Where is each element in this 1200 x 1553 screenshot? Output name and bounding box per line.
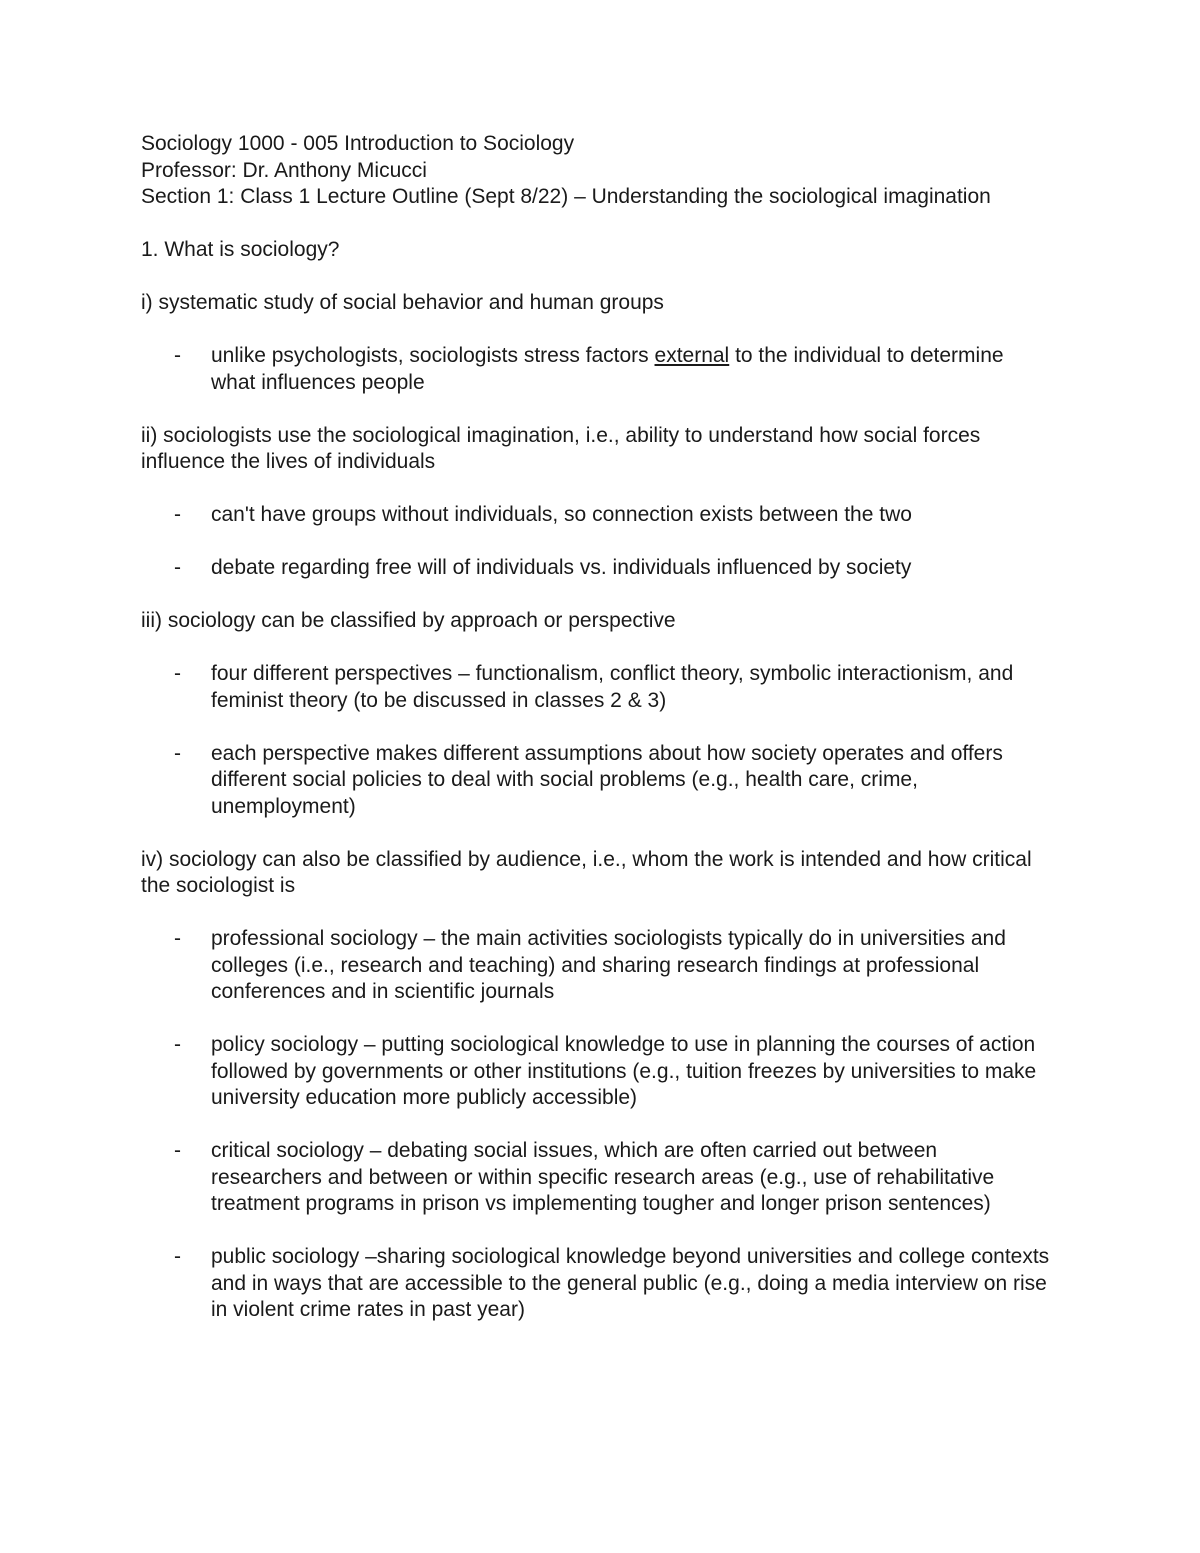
bullet-text: policy sociology – putting sociological knowledge to use in planning the courses of action followed by governments or other institutions (e.g., tuition freezes by universities to make university education more publicly accessible) (211, 1033, 1037, 1109)
bullet-dash: - (174, 556, 181, 579)
bullet-item (141, 741, 1051, 821)
bullet-dash: - (174, 503, 181, 526)
bullet-text-part: to the individual to determine what influences people (211, 344, 1004, 394)
bullet-dash: - (174, 741, 181, 765)
document-header (141, 131, 1051, 211)
bullet-item (141, 1244, 1051, 1324)
bullet-text: can't have groups without individuals, so connection exists between the two (211, 503, 912, 526)
section-title: Section 1: Class 1 Lecture Outline (Sept 8/22) – Understanding the sociological imagination (141, 185, 991, 208)
point-ii: ii) sociologists use the sociological imagination, i.e., ability to understand how social forces influence the lives of individuals (141, 423, 981, 473)
bullet-dash: - (174, 1033, 181, 1056)
document-page (141, 131, 1051, 1350)
bullet-text: critical sociology – debating social issues, which are often carried out between researchers and between or within specific research areas (e.g., use of rehabilitative treatment programs in prison vs implementing tougher and longer prison sentences) (211, 1139, 995, 1215)
bullet-dash: - (174, 662, 181, 685)
bullet-text: debate regarding free will of individuals vs. individuals influenced by society (211, 556, 912, 579)
point-iv: iv) sociology can also be classified by audience, i.e., whom the work is intended and how critical the sociologist is (141, 847, 1032, 897)
course-title: Sociology 1000 - 005 Introduction to Sociology (141, 132, 575, 155)
bullet-text: professional sociology – the main activities sociologists typically do in universities and colleges (i.e., research and teaching) and sharing research findings at professional conferences and in scientific journals (211, 927, 1006, 1003)
bullet-dash: - (174, 1139, 181, 1162)
bullet-text: four different perspectives – functionalism, conflict theory, symbolic interactionism, and feminist theory (to be discussed in classes 2 & 3) (211, 662, 1014, 712)
heading-what-is-sociology: 1. What is sociology? (141, 238, 340, 261)
bullet-dash: - (174, 1245, 181, 1268)
bullet-item (141, 502, 1051, 529)
bullet-text (211, 344, 1004, 394)
professor-name: Professor: Dr. Anthony Micucci (141, 158, 427, 182)
bullet-item (141, 1138, 1051, 1218)
underlined-word: external (654, 344, 730, 367)
bullet-item (141, 926, 1051, 1006)
bullet-item (141, 1032, 1051, 1112)
bullet-item (141, 661, 1051, 714)
bullet-text-part: unlike psychologists, sociologists stress factors (211, 344, 655, 367)
point-i: i) systematic study of social behavior and human groups (141, 291, 664, 314)
bullet-item (141, 555, 1051, 582)
bullet-item (141, 343, 1051, 396)
point-iii: iii) sociology can be classified by approach or perspective (141, 609, 676, 632)
bullet-dash: - (174, 344, 181, 367)
bullet-dash: - (174, 927, 181, 950)
bullet-text: each perspective makes different assumptions about how society operates and offers different social policies to deal with social problems (e.g., health care, crime, unemployment) (211, 741, 1003, 818)
bullet-text: public sociology –sharing sociological knowledge beyond universities and college contexts and in ways that are accessible to the general public (e.g., doing a media interview on rise in violent crime rates in past year) (211, 1245, 1050, 1321)
